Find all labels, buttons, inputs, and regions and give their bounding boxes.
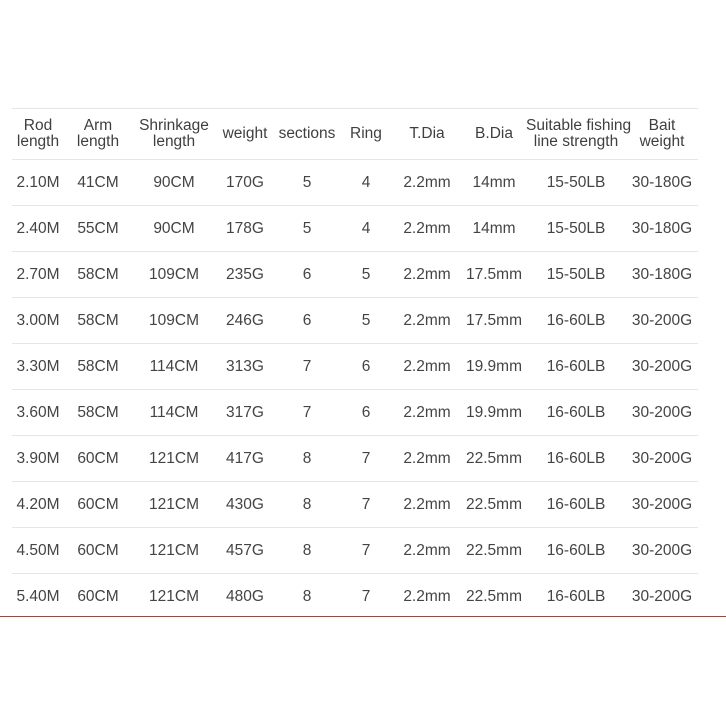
cell-t-dia: 2.2mm [392,344,462,390]
cell-weight: 317G [216,390,274,436]
column-header-bait-weight [626,109,698,160]
cell-rod-length: 3.60M [12,390,64,436]
cell-shrinkage-length: 114CM [132,390,216,436]
column-header-line: sections [278,125,336,142]
cell-t-dia: 2.2mm [392,206,462,252]
table-row [12,574,698,620]
table-row [12,528,698,574]
cell-rod-length: 3.00M [12,298,64,344]
table-body [12,160,698,620]
cell-weight: 178G [216,206,274,252]
cell-rod-length: 5.40M [16,587,60,605]
column-header-shrinkage-length [132,109,216,160]
cell-weight: 417G [216,436,274,482]
cell-ring: 6 [340,344,392,390]
cell-ring: 7 [340,482,392,528]
cell-arm-length: 58CM [64,252,132,298]
column-header-line: Shrinkage [139,117,209,134]
cell-ring: 4 [340,206,392,252]
cell-sections: 8 [274,528,340,574]
cell-weight: 480G [226,587,264,605]
rod-spec-table [12,108,698,619]
column-header-line: B.Dia [475,125,513,142]
cell-bait-weight: 30-200G [626,390,698,436]
cell-arm-length: 60CM [64,528,132,574]
cell-shrinkage-length: 121CM [132,482,216,528]
column-header-line: Rod [23,117,53,134]
cell-ring: 5 [340,252,392,298]
cell-t-dia: 2.2mm [392,528,462,574]
column-header-sections [274,109,340,160]
column-header-line: T.Dia [409,125,445,142]
cell-shrinkage-length: 109CM [132,252,216,298]
cell-b-dia: 14mm [462,206,526,252]
column-header-t-dia [392,109,462,160]
cell-t-dia: 2.2mm [392,390,462,436]
bottom-divider [0,616,726,617]
cell-bait-weight: 30-180G [626,206,698,252]
cell-ring: 7 [361,587,371,605]
cell-rod-length: 2.70M [12,252,64,298]
cell-line-strength: 16-60LB [526,436,626,482]
cell-b-dia: 17.5mm [462,252,526,298]
cell-weight: 457G [216,528,274,574]
cell-b-dia: 22.5mm [466,587,522,605]
cell-t-dia: 2.2mm [392,252,462,298]
column-header-line: length [76,133,120,150]
cell-b-dia: 19.9mm [462,390,526,436]
cell-sections: 8 [274,482,340,528]
table-row [12,390,698,436]
cell-ring: 7 [340,528,392,574]
column-header-rod-length [12,109,64,160]
cell-sections: 8 [302,587,312,605]
cell-b-dia: 14mm [462,160,526,206]
cell-bait-weight: 30-200G [626,436,698,482]
column-header-arm-length [64,109,132,160]
cell-ring: 4 [340,160,392,206]
column-header-line: weight [639,133,685,150]
cell-line-strength: 16-60LB [526,298,626,344]
cell-rod-length: 4.20M [12,482,64,528]
cell-shrinkage-length: 121CM [149,587,199,605]
cell-rod-length: 4.50M [12,528,64,574]
cell-bait-weight: 30-180G [626,252,698,298]
column-header-line: Ring [350,125,382,142]
table-row [12,206,698,252]
cell-sections: 6 [274,252,340,298]
cell-arm-length: 60CM [64,436,132,482]
cell-line-strength: 16-60LB [526,482,626,528]
cell-ring: 5 [340,298,392,344]
cell-ring: 7 [340,436,392,482]
cell-rod-length: 3.30M [12,344,64,390]
column-header-line: Suitable fishing [526,117,632,134]
cell-rod-length: 3.90M [12,436,64,482]
cell-line-strength: 16-60LB [526,390,626,436]
cell-shrinkage-length: 109CM [132,298,216,344]
cell-weight: 313G [216,344,274,390]
cell-line-strength: 15-50LB [526,160,626,206]
table-row [12,436,698,482]
table-row [12,344,698,390]
cell-shrinkage-length: 90CM [132,160,216,206]
cell-sections: 6 [274,298,340,344]
cell-t-dia: 2.2mm [392,298,462,344]
cell-rod-length: 2.10M [12,160,64,206]
cell-bait-weight: 30-200G [626,344,698,390]
column-header-line: Arm [83,117,113,134]
column-header-line: length [16,133,60,150]
cell-t-dia: 2.2mm [392,482,462,528]
cell-shrinkage-length: 121CM [132,528,216,574]
cell-weight: 246G [216,298,274,344]
cell-b-dia: 22.5mm [462,436,526,482]
cell-arm-length: 41CM [64,160,132,206]
cell-shrinkage-length: 121CM [132,436,216,482]
table-header [12,109,698,160]
header-row [12,109,698,160]
column-header-line: length [152,133,196,150]
cell-weight: 235G [216,252,274,298]
column-header-line: line strength [533,133,619,150]
cell-sections: 7 [274,344,340,390]
cell-arm-length: 58CM [64,390,132,436]
cell-sections: 8 [274,436,340,482]
cell-line-strength: 15-50LB [526,206,626,252]
column-header-line: weight [222,125,268,142]
cell-arm-length: 58CM [64,344,132,390]
cell-shrinkage-length: 90CM [132,206,216,252]
cell-b-dia: 22.5mm [462,482,526,528]
cell-arm-length: 60CM [64,482,132,528]
cell-bait-weight: 30-200G [631,587,693,605]
cell-t-dia: 2.2mm [403,587,451,605]
cell-b-dia: 17.5mm [462,298,526,344]
cell-t-dia: 2.2mm [392,160,462,206]
cell-bait-weight: 30-200G [626,298,698,344]
table-row [12,482,698,528]
column-header-b-dia [462,109,526,160]
cell-ring: 6 [340,390,392,436]
cell-arm-length: 60CM [77,587,119,605]
column-header-weight [216,109,274,160]
cell-b-dia: 22.5mm [462,528,526,574]
cell-line-strength: 16-60LB [526,528,626,574]
column-header-ring [340,109,392,160]
cell-arm-length: 55CM [64,206,132,252]
cell-line-strength: 16-60LB [546,587,606,605]
cell-bait-weight: 30-200G [626,482,698,528]
cell-sections: 5 [274,160,340,206]
cell-shrinkage-length: 114CM [132,344,216,390]
cell-bait-weight: 30-200G [626,528,698,574]
cell-line-strength: 15-50LB [526,252,626,298]
cell-sections: 7 [274,390,340,436]
cell-bait-weight: 30-180G [626,160,698,206]
cell-line-strength: 16-60LB [526,344,626,390]
cell-t-dia: 2.2mm [392,436,462,482]
cell-arm-length: 58CM [64,298,132,344]
table-row [12,298,698,344]
table-row [12,252,698,298]
cell-b-dia: 19.9mm [462,344,526,390]
table-row [12,160,698,206]
column-header-line-strength [526,109,632,160]
column-header-line: Bait [648,117,676,134]
cell-weight: 170G [216,160,274,206]
cell-weight: 430G [216,482,274,528]
cell-sections: 5 [274,206,340,252]
cell-rod-length: 2.40M [12,206,64,252]
